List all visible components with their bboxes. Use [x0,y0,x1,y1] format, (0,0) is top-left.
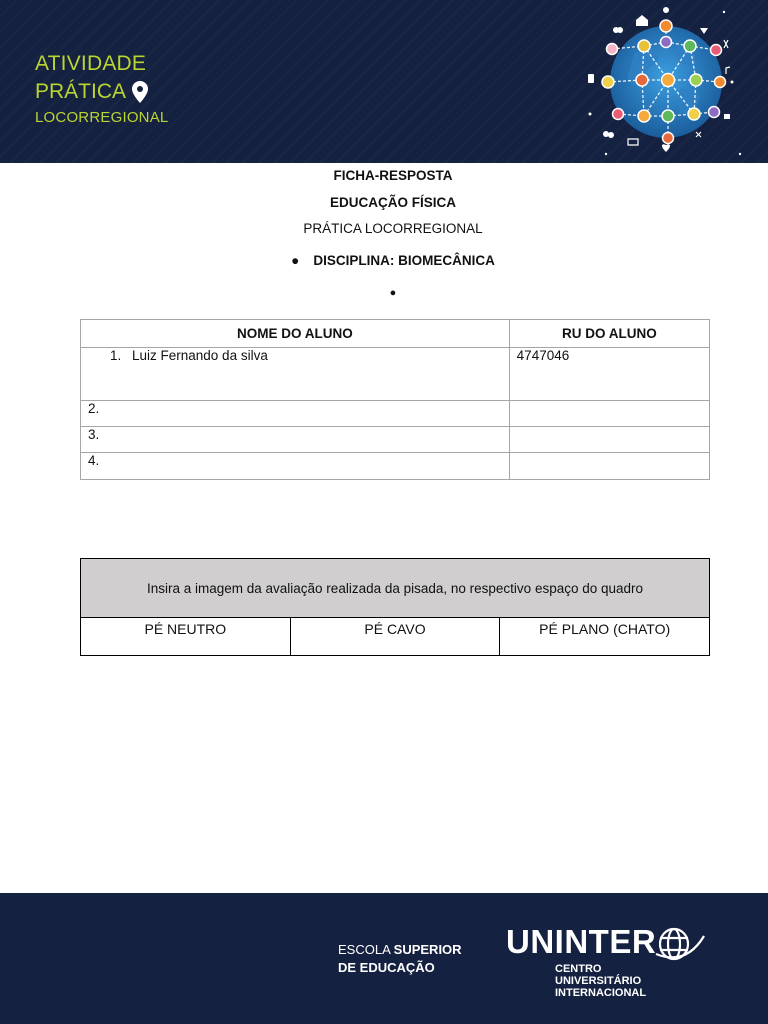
header-student-ru: RU DO ALUNO [509,320,709,348]
discipline-line [0,253,768,268]
student-name-cell[interactable] [81,348,510,401]
row-number: 3. [88,427,100,442]
map-pin-icon [132,81,148,103]
discipline-name: DISCIPLINA: BIOMECÂNICA [313,253,495,268]
school-name [338,941,462,977]
school-bold: SUPERIOR [393,942,462,957]
table-row [81,401,710,427]
flat-foot-cell[interactable]: PÉ PLANO (CHATO) [500,618,710,656]
student-name-cell[interactable] [81,453,510,480]
student-name-cell[interactable] [81,401,510,427]
activity-brand [35,51,168,130]
header-student-name: NOME DO ALUNO [81,320,510,348]
uninter-globe-icon [654,926,706,962]
row-number: 2. [88,401,100,416]
empty-bullet: ● [389,287,397,299]
student-ru-cell[interactable] [509,453,709,480]
row-number: 1. [110,348,122,363]
neutral-foot-cell[interactable]: PÉ NEUTRO [81,618,291,656]
student-name: Luiz Fernando da silva [132,348,268,363]
student-ru-cell[interactable]: 4747046 [509,348,709,401]
student-name-cell[interactable] [81,427,510,453]
practice-name: PRÁTICA LOCORREGIONAL [303,221,483,236]
uninter-sub-2: UNIVERSITÁRIO [555,975,642,987]
school-line-2: DE EDUCAÇÃO [338,960,435,975]
school-light: ESCOLA [338,942,391,957]
uninter-logo: UNINTER [506,923,657,960]
students-table [80,319,710,480]
document-title: FICHA-RESPOSTA [333,168,453,183]
cavus-foot-cell[interactable]: PÉ CAVO [290,618,500,656]
brand-line-3: LOCORREGIONAL [35,109,169,126]
footer-banner [0,893,768,1024]
brand-line-2 [35,77,168,106]
row-number: 4. [88,453,100,468]
footprint-table [80,558,710,656]
table-row [81,453,710,480]
student-ru-cell[interactable] [509,401,709,427]
table-row [81,348,710,401]
student-ru-cell[interactable] [509,427,709,453]
uninter-sub-1: CENTRO [555,963,602,975]
bullet: ● [291,253,300,268]
brand-line-2-text: PRÁTICA [35,80,127,103]
footprint-instruction: Insira a imagem da avaliação realizada da pisada, no respectivo espaço do quadro [81,559,710,618]
header-banner [0,0,768,163]
brand-line-1: ATIVIDADE [35,52,147,75]
uninter-subtitle [555,963,646,999]
course-name: EDUCAÇÃO FÍSICA [329,195,456,210]
uninter-sub-3: INTERNACIONAL [555,987,647,999]
network-globe-icon [584,4,744,160]
table-row [81,427,710,453]
table-header-row [81,320,710,348]
